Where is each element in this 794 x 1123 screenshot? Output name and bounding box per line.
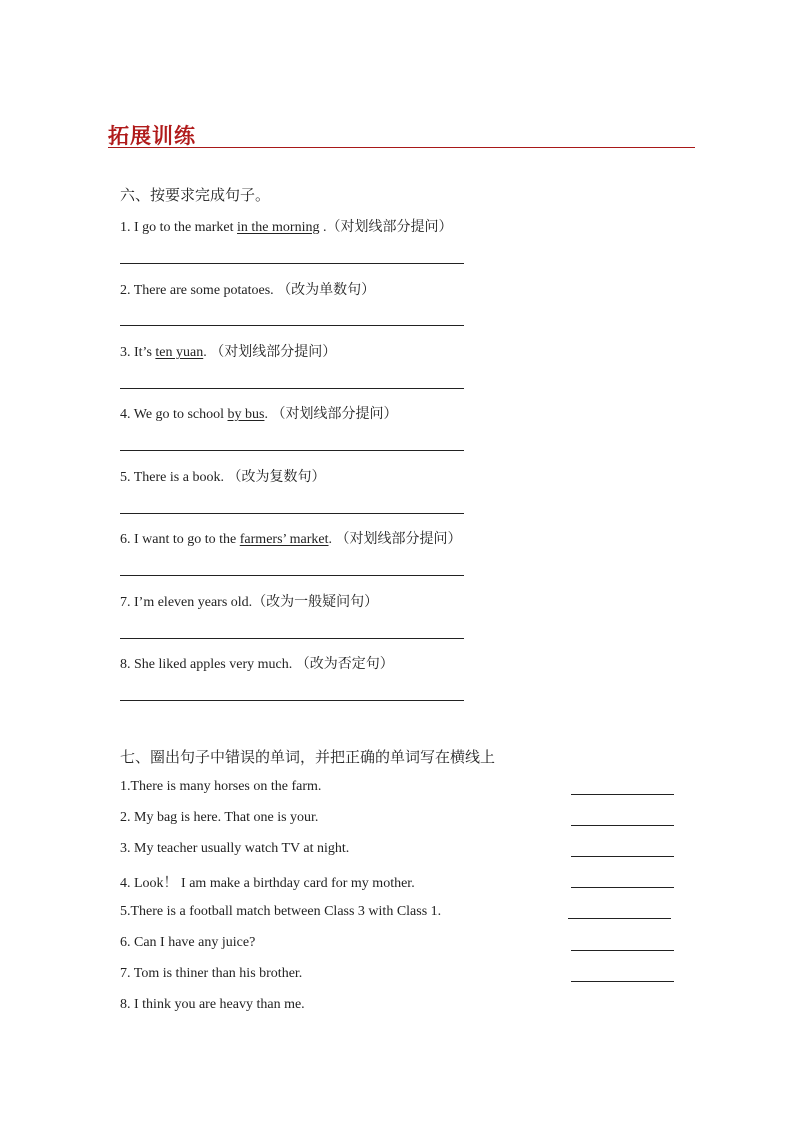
correction-blank-1[interactable] <box>571 794 674 795</box>
s6-item-2: 2. There are some potatoes. （改为单数句） <box>120 282 376 298</box>
s6-item-3: 3. It’s ten yuan. （对划线部分提问） <box>120 344 337 360</box>
s6-item-4: 4. We go to school by bus. （对划线部分提问） <box>120 406 398 422</box>
correction-blank-2[interactable] <box>571 825 674 826</box>
answer-line-8[interactable] <box>120 700 464 701</box>
s6-item-1: 1. I go to the market in the morning .（对划线部分提问） <box>120 219 453 235</box>
section6-heading: 六、按要求完成句子。 <box>120 186 271 204</box>
title-divider <box>108 147 695 148</box>
s7-item-3: 3. My teacher usually watch TV at night. <box>120 841 350 856</box>
answer-line-6[interactable] <box>120 575 464 576</box>
s6-item-6: 6. I want to go to the farmers’ market. （对划线部分提问） <box>120 531 462 547</box>
answer-line-5[interactable] <box>120 513 464 514</box>
s7-item-7: 7. Tom is thiner than his brother. <box>120 966 303 981</box>
s6-item-5: 5. There is a book. （改为复数句） <box>120 469 326 485</box>
section7-heading: 七、圈出句子中错误的单词，并把正确的单词写在横线上 <box>120 748 496 766</box>
correction-blank-5[interactable] <box>568 918 671 919</box>
correction-blank-7[interactable] <box>571 981 674 982</box>
s6-item-7: 7. I’m eleven years old.（改为一般疑问句） <box>120 594 379 610</box>
section-title: 拓展训练 <box>108 124 196 148</box>
s6-item-8: 8. She liked apples very much. （改为否定句） <box>120 656 394 672</box>
answer-line-3[interactable] <box>120 388 464 389</box>
answer-line-7[interactable] <box>120 638 464 639</box>
answer-line-4[interactable] <box>120 450 464 451</box>
s7-item-6: 6. Can I have any juice? <box>120 935 256 950</box>
correction-blank-6[interactable] <box>571 950 674 951</box>
answer-line-2[interactable] <box>120 325 464 326</box>
answer-line-1[interactable] <box>120 263 464 264</box>
correction-blank-4[interactable] <box>571 887 674 888</box>
s7-item-5: 5.There is a football match between Class 3 with Class 1. <box>120 904 442 919</box>
correction-blank-3[interactable] <box>571 856 674 857</box>
s7-item-4: 4. Look！ I am make a birthday card for my mother. <box>120 876 415 891</box>
s7-item-2: 2. My bag is here. That one is your. <box>120 810 319 825</box>
s7-item-1: 1.There is many horses on the farm. <box>120 779 322 794</box>
s7-item-8: 8. I think you are heavy than me. <box>120 997 305 1012</box>
